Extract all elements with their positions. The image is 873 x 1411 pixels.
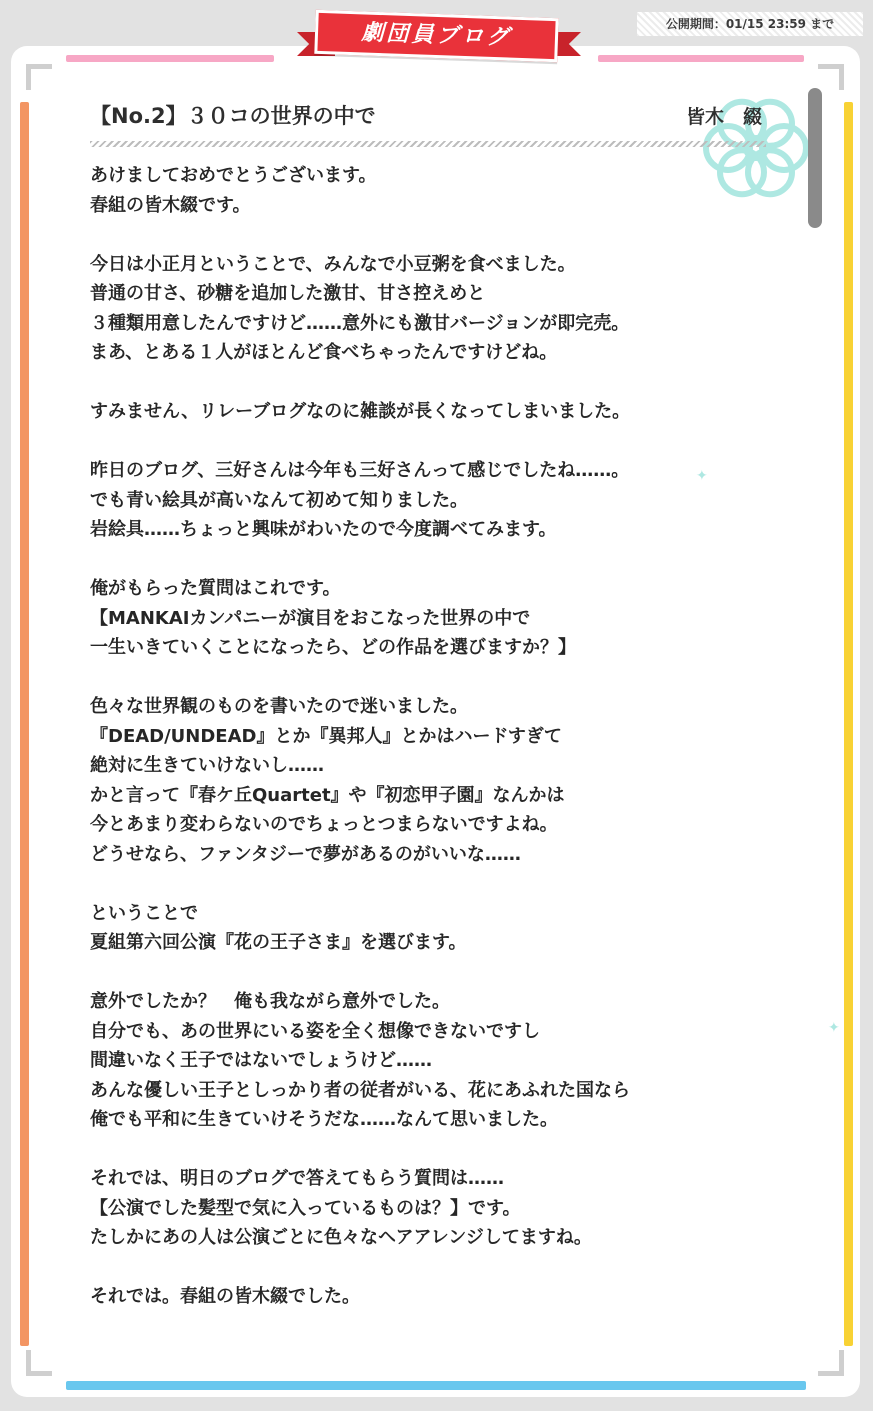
corner-bracket-top-right — [818, 64, 844, 90]
post-line: 意外でしたか？ 俺も我ながら意外でした。 — [90, 991, 450, 1012]
post-line: 色々な世界観のものを書いたので迷いました。 — [90, 696, 468, 717]
post-paragraph — [90, 250, 790, 368]
post-line: まあ、とある１人がほとんど食べちゃったんですけどね。 — [90, 342, 558, 363]
post-header — [90, 96, 770, 136]
post-paragraph — [90, 161, 790, 220]
post-line: 一生いきていくことになったら、どの作品を選びますか？】 — [90, 637, 576, 658]
post-line: 間違いなく王子ではないでしょうけど…… — [90, 1050, 432, 1071]
post-paragraph — [90, 456, 790, 545]
post-title: 【No.2】３０コの世界の中で — [90, 104, 376, 128]
post-line: 岩絵具……ちょっと興味がわいたので今度調べてみます。 — [90, 519, 557, 540]
post-line: 絶対に生きていけないし…… — [90, 755, 324, 776]
post-line: 夏組第六回公演『花の王子さま』を選びます。 — [90, 932, 467, 953]
post-line: ３種類用意したんですけど……意外にも激甘バージョンが即完売。 — [90, 312, 630, 334]
post-paragraph — [90, 1282, 790, 1312]
accent-bar-left — [20, 102, 29, 1346]
post-line: 今とあまり変わらないのでちょっとつまらないですよね。 — [90, 814, 558, 835]
post-line: たしかにあの人は公演ごとに色々なヘアアレンジしてますね。 — [90, 1227, 592, 1248]
accent-bar-top-left — [66, 55, 274, 62]
post-line: それでは。春組の皆木綴でした。 — [90, 1286, 360, 1307]
post-line: 普通の甘さ、砂糖を追加した激甘、甘さ控えめと — [90, 283, 486, 304]
sparkle-icon: ✦ — [828, 1020, 840, 1036]
title-divider — [90, 141, 766, 147]
post-line: それでは、明日のブログで答えてもらう質問は…… — [90, 1168, 504, 1189]
post-author: 皆木 綴 — [685, 106, 762, 128]
post-line: ということで — [90, 902, 198, 924]
post-line: 今日は小正月ということで、みんなで小豆粥を食べました。 — [90, 253, 576, 275]
post-line: 俺でも平和に生きていけそうだな……なんて思いました。 — [90, 1109, 558, 1130]
post-paragraph — [90, 574, 790, 663]
post-paragraph — [90, 397, 790, 427]
post-paragraph — [90, 899, 790, 958]
post-paragraph — [90, 987, 790, 1135]
post-line: でも青い絵具が高いなんて初めて知りました。 — [90, 489, 468, 511]
scrollbar-thumb[interactable] — [808, 88, 822, 228]
post-body — [90, 161, 790, 1341]
post-line: 【MANKAIカンパニーが演目をおこなった世界の中で — [90, 607, 531, 629]
post-paragraph — [90, 692, 790, 869]
publish-period-badge: 公開期間：01/15 23:59 まで — [637, 12, 863, 36]
post-line: 【公演でした髪型で気に入っているものは？】です。 — [90, 1197, 521, 1219]
post-line: 昨日のブログ、三好さんは今年も三好さんって感じでしたね……。 — [90, 460, 630, 481]
post-paragraph — [90, 1164, 790, 1253]
post-line: 春組の皆木綴です。 — [90, 194, 251, 216]
post-line: 『DEAD/UNDEAD』とか『異邦人』とかはハードすぎて — [90, 725, 562, 747]
sparkle-icon: ✦ — [696, 468, 708, 484]
blog-title-banner: 劇団員ブログ — [314, 10, 558, 62]
corner-bracket-top-left — [26, 64, 52, 90]
scrollbar[interactable] — [808, 88, 822, 1350]
post-line: どうせなら、ファンタジーで夢があるのがいいな…… — [90, 843, 521, 865]
post-line: すみません、リレーブログなのに雑談が長くなってしまいました。 — [90, 401, 631, 422]
post-line: あんな優しい王子としっかり者の従者がいる、花にあふれた国なら — [90, 1079, 630, 1101]
corner-bracket-bottom-left — [26, 1350, 52, 1376]
post-line: かと言って『春ケ丘Quartet』や『初恋甲子園』なんかは — [90, 784, 565, 806]
corner-bracket-bottom-right — [818, 1350, 844, 1376]
post-line: 自分でも、あの世界にいる姿を全く想像できないですし — [90, 1020, 540, 1042]
post-line: あけましておめでとうございます。 — [90, 165, 377, 186]
accent-bar-right — [844, 102, 853, 1346]
accent-bar-bottom — [66, 1381, 806, 1390]
accent-bar-top-right — [598, 55, 804, 62]
post-line: 俺がもらった質問はこれです。 — [90, 578, 341, 599]
